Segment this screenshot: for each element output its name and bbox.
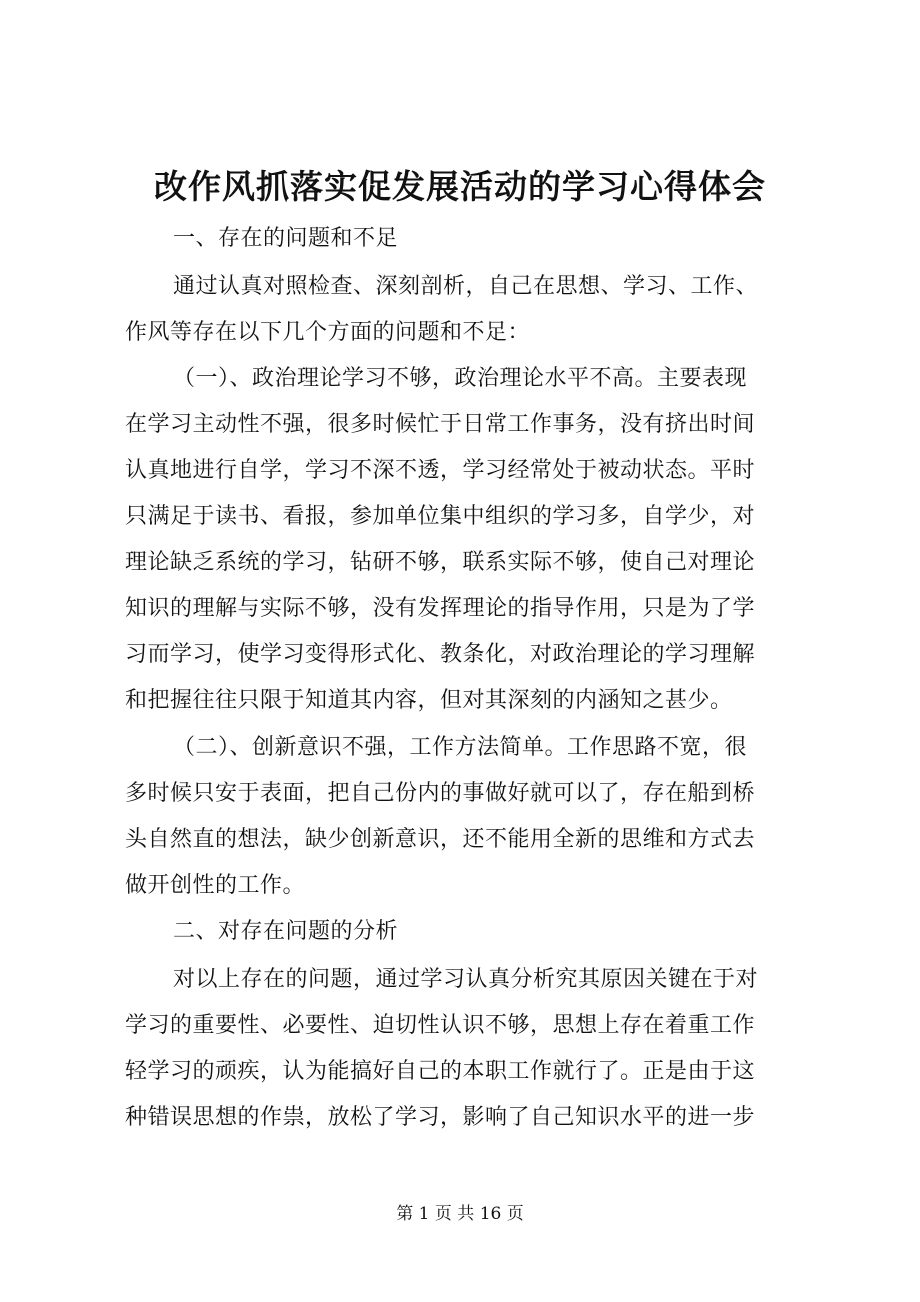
paragraph-line: 理论缺乏系统的学习，钻研不够，联系实际不够，使自己对理论 bbox=[125, 550, 756, 575]
paragraph-line: （二）、创新意识不强，工作方法简单。工作思路不宽，很 bbox=[173, 735, 748, 760]
paragraph-line: （一）、政治理论学习不够，政治理论水平不高。主要表现 bbox=[173, 366, 748, 391]
page-footer: 第 1 页 共 16 页 bbox=[396, 1204, 524, 1224]
paragraph-line: 认真地进行自学，学习不深不透，学习经常处于被动状态。平时 bbox=[125, 458, 756, 483]
paragraph-line: 在学习主动性不强，很多时候忙于日常工作事务，没有挤出时间 bbox=[125, 412, 756, 437]
paragraph-line: 学习的重要性、必要性、迫切性认识不够，思想上存在着重工作 bbox=[125, 1013, 756, 1038]
paragraph-line: 轻学习的顽疾，认为能搞好自己的本职工作就行了。正是由于这 bbox=[125, 1059, 756, 1084]
paragraph-line: 只满足于读书、看报，参加单位集中组织的学习多，自学少，对 bbox=[125, 504, 756, 529]
paragraph-line: 和把握往往只限于知道其内容，但对其深刻的内涵知之甚少。 bbox=[125, 688, 733, 713]
section-heading: 一、存在的问题和不足 bbox=[173, 226, 399, 251]
paragraph-line: 对以上存在的问题，通过学习认真分析究其原因关键在于对 bbox=[173, 967, 759, 992]
paragraph-line: 作风等存在以下几个方面的问题和不足： bbox=[125, 320, 531, 345]
paragraph-line: 习而学习，使学习变得形式化、教条化，对政治理论的学习理解 bbox=[125, 642, 756, 667]
paragraph-line: 知识的理解与实际不够，没有发挥理论的指导作用，只是为了学 bbox=[125, 596, 756, 621]
document-title: 改作风抓落实促发展活动的学习心得体会 bbox=[154, 167, 766, 206]
section-heading: 二、对存在问题的分析 bbox=[173, 919, 399, 944]
paragraph-line: 通过认真对照检查、深刻剖析，自己在思想、学习、工作、 bbox=[173, 274, 759, 299]
paragraph-line: 头自然直的想法，缺少创新意识，还不能用全新的思维和方式去 bbox=[125, 827, 756, 852]
paragraph-line: 多时候只安于表面，把自己份内的事做好就可以了，存在船到桥 bbox=[125, 781, 756, 806]
paragraph-line: 做开创性的工作。 bbox=[125, 873, 306, 898]
paragraph-line: 种错误思想的作祟，放松了学习，影响了自己知识水平的进一步 bbox=[125, 1105, 756, 1130]
